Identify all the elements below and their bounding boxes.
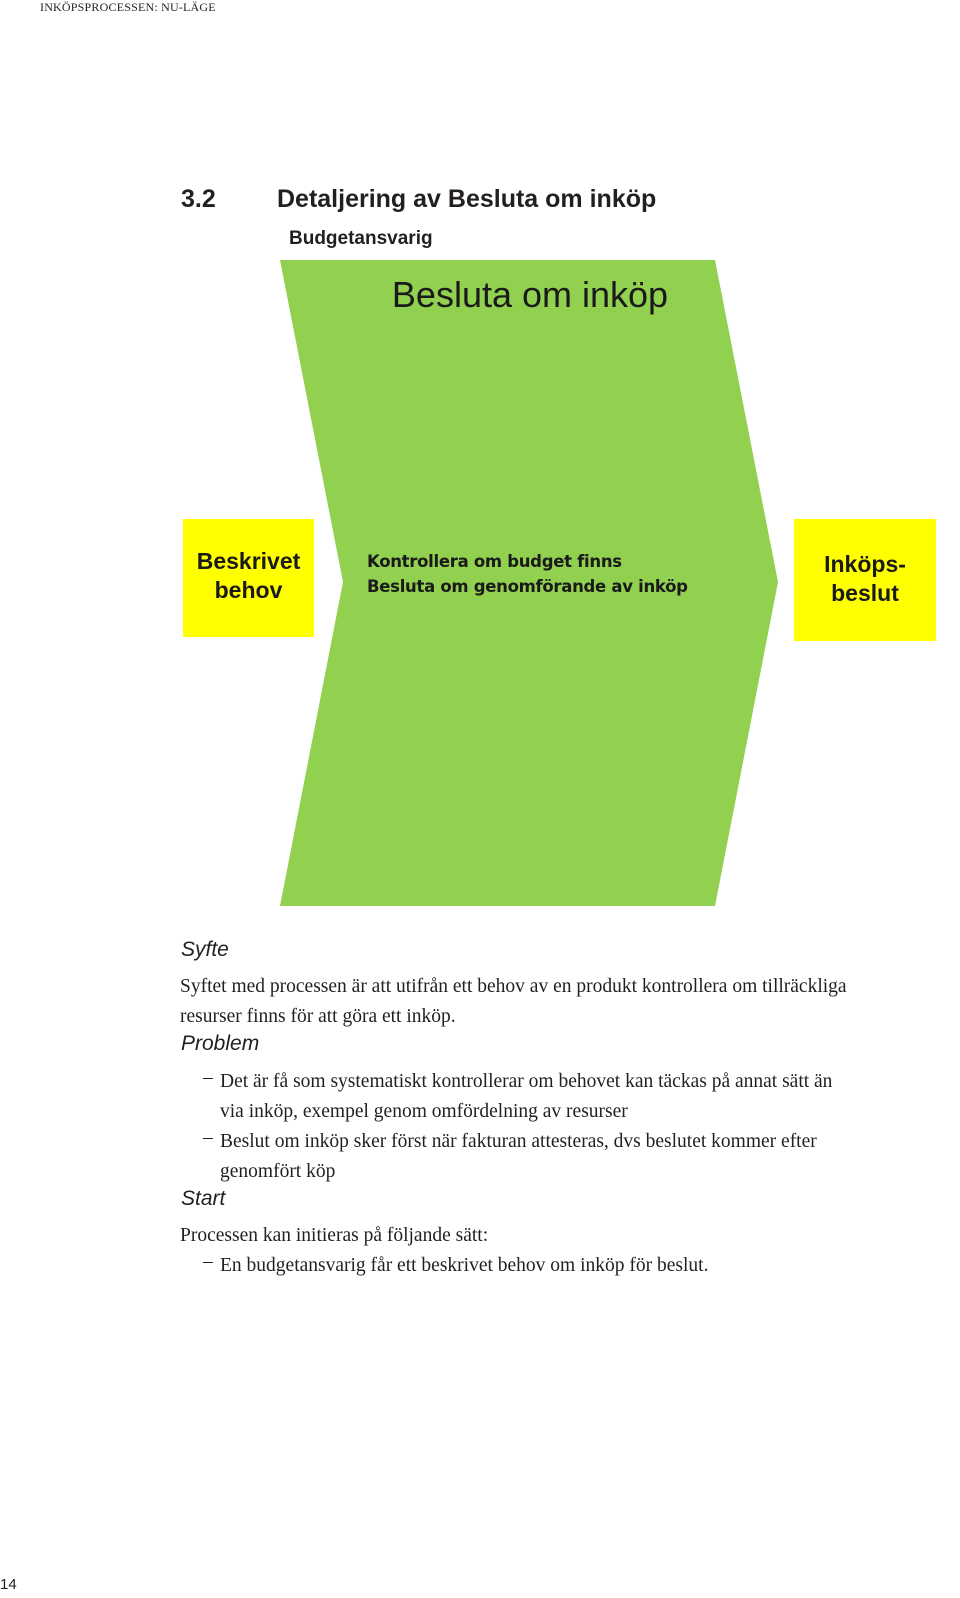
- running-header: INKÖPSPROCESSEN: NU-LÄGE: [40, 0, 216, 14]
- problem-item-2-dash: –: [203, 1127, 213, 1148]
- section-number: 3.2: [181, 185, 216, 213]
- problem-item-1-line-2: via inköp, exempel genom omfördelning av resurser: [220, 1101, 628, 1122]
- role-label: Budgetansvarig: [289, 228, 433, 249]
- section-title: Detaljering av Besluta om inköp: [277, 185, 657, 213]
- syfte-line-1: Syftet med processen är att utifrån ett behov av en produkt kontrollera om tillräckliga: [180, 976, 847, 997]
- problem-item-2-line-1: Beslut om inköp sker först när fakturan attesteras, dvs beslutet kommer efter: [220, 1131, 817, 1152]
- activity-check-budget: Kontrollera om budget finns: [367, 552, 622, 571]
- activity-decide-purchase: Besluta om genomförande av inköp: [367, 577, 688, 596]
- syfte-heading: Syfte: [181, 938, 229, 961]
- start-item-1-dash: –: [203, 1251, 213, 1272]
- output-box-line-2: beslut: [831, 580, 899, 606]
- page-number: 14: [0, 1576, 17, 1593]
- input-box-line-2: behov: [214, 577, 283, 603]
- process-title: Besluta om inköp: [391, 274, 669, 315]
- problem-item-1-line-1: Det är få som systematiskt kontrollerar om behovet kan täckas på annat sätt än: [220, 1071, 833, 1092]
- problem-heading: Problem: [181, 1032, 260, 1055]
- syfte-line-2: resurser finns för att göra ett inköp.: [180, 1006, 456, 1027]
- output-box-line-1: Inköps-: [824, 551, 906, 577]
- problem-item-2-line-2: genomfört köp: [220, 1161, 336, 1182]
- start-heading: Start: [181, 1187, 226, 1210]
- output-box-label: [794, 550, 936, 608]
- input-box-line-1: Beskrivet: [196, 548, 301, 574]
- start-item-1: En budgetansvarig får ett beskrivet behov om inköp för beslut.: [220, 1255, 709, 1276]
- start-intro: Processen kan initieras på följande sätt:: [180, 1225, 489, 1246]
- input-box-label: [183, 547, 314, 605]
- problem-item-1-dash: –: [203, 1067, 213, 1088]
